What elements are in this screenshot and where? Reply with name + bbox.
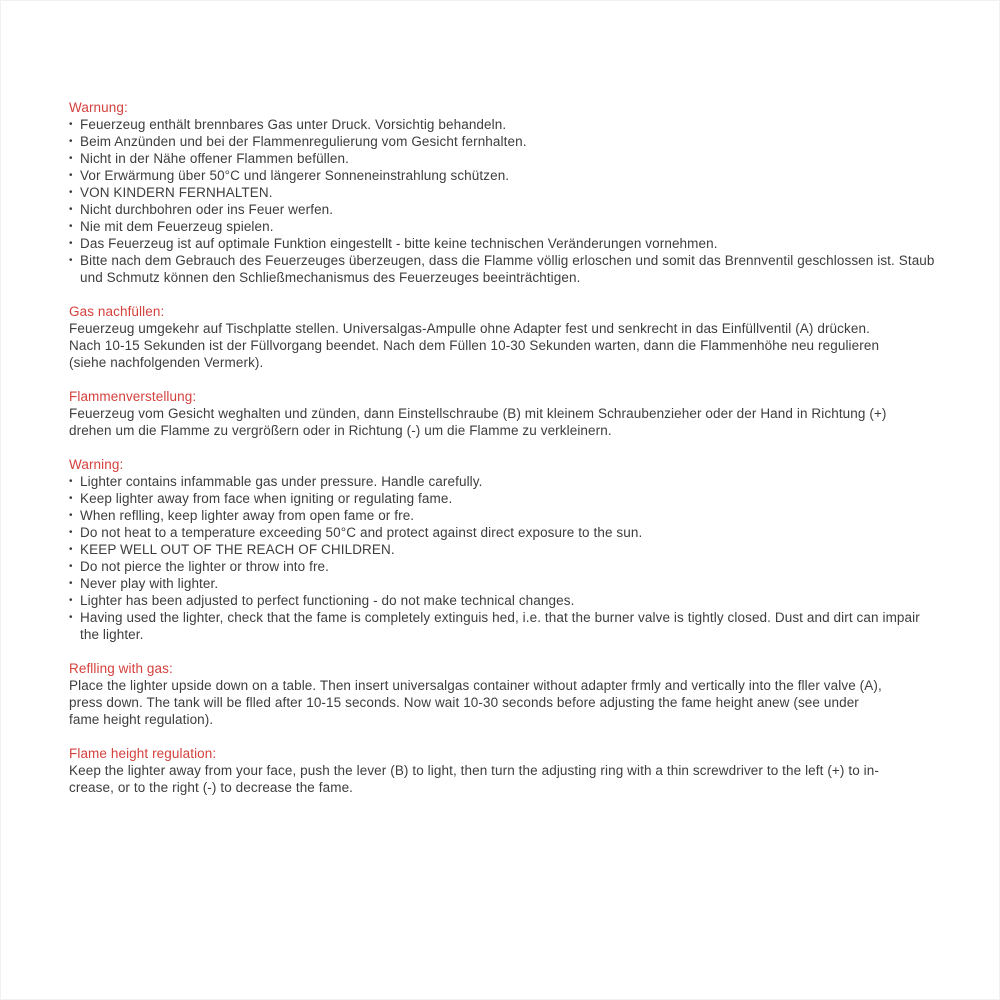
bullet-item	[69, 252, 941, 286]
bullet-icon: •	[69, 476, 73, 487]
paragraph-line: fame height regulation).	[69, 712, 214, 727]
bullet-item	[69, 473, 941, 490]
bullet-text: Never play with lighter.	[80, 576, 219, 591]
bullet-item	[69, 507, 941, 524]
paragraph-line: Feuerzeug vom Gesicht weghalten und zünden, dann Einstellschraube (B) mit kleinem Schraubenzieher oder der Hand in Richtung (+)	[69, 406, 887, 421]
bullet-item	[69, 490, 941, 507]
bullet-text: Do not heat to a temperature exceeding 50°C and protect against direct exposure to the sun.	[80, 525, 643, 540]
paragraph-line: Place the lighter upside down on a table. Then insert universalgas container without adapter frmly and vertically into the fller valve (A),	[69, 678, 882, 693]
bullet-item	[69, 558, 941, 575]
bullet-item	[69, 575, 941, 592]
section	[69, 456, 941, 643]
paragraph-line: Nach 10-15 Sekunden ist der Füllvorgang beendet. Nach dem Füllen 10-30 Sekunden warten, dann die Flammenhöhe neu regulieren	[69, 338, 880, 353]
bullet-icon: •	[69, 170, 73, 181]
paragraph-line: crease, or to the right (-) to decrease the fame.	[69, 780, 354, 795]
bullet-text: Nicht durchbohren oder ins Feuer werfen.	[80, 202, 334, 217]
section-heading: Warnung:	[69, 100, 128, 115]
bullet-text: Lighter contains infammable gas under pressure. Handle carefully.	[80, 474, 483, 489]
section-heading: Reflling with gas:	[69, 661, 173, 676]
bullet-text: Feuerzeug enthält brennbares Gas unter Druck. Vorsichtig behandeln.	[80, 117, 507, 132]
paragraph-line: (siehe nachfolgenden Vermerk).	[69, 355, 264, 370]
bullet-icon: •	[69, 136, 73, 147]
bullet-text: Bitte nach dem Gebrauch des Feuerzeuges überzeugen, dass die Flamme völlig erloschen und somit das Brennventil geschlossen ist. Staub und Schmutz können den Schließmechanismus des Feuerzeuges beeinträchtigen.	[80, 253, 935, 285]
bullet-item	[69, 184, 941, 201]
section	[69, 99, 941, 286]
bullet-item	[69, 524, 941, 541]
bullet-icon: •	[69, 493, 73, 504]
bullet-text: Das Feuerzeug ist auf optimale Funktion eingestellt - bitte keine technischen Veränderungen vornehmen.	[80, 236, 718, 251]
bullet-item	[69, 201, 941, 218]
bullet-item	[69, 218, 941, 235]
bullet-item	[69, 609, 941, 643]
section-heading: Gas nachfüllen:	[69, 304, 165, 319]
bullet-item	[69, 541, 941, 558]
bullet-icon: •	[69, 510, 73, 521]
bullet-icon: •	[69, 255, 73, 266]
bullet-icon: •	[69, 595, 73, 606]
bullet-icon: •	[69, 561, 73, 572]
bullet-icon: •	[69, 187, 73, 198]
bullet-icon: •	[69, 544, 73, 555]
bullet-icon: •	[69, 238, 73, 249]
bullet-item	[69, 133, 941, 150]
bullet-item	[69, 167, 941, 184]
bullet-icon: •	[69, 221, 73, 232]
bullet-item	[69, 592, 941, 609]
bullet-text: Nicht in der Nähe offener Flammen befüllen.	[80, 151, 349, 166]
section	[69, 303, 941, 371]
bullet-icon: •	[69, 612, 73, 623]
bullet-icon: •	[69, 204, 73, 215]
section-heading: Flammenverstellung:	[69, 389, 197, 404]
bullet-icon: •	[69, 119, 73, 130]
bullet-text: Do not pierce the lighter or throw into fre.	[80, 559, 330, 574]
bullet-item	[69, 116, 941, 133]
bullet-text: Nie mit dem Feuerzeug spielen.	[80, 219, 274, 234]
bullet-icon: •	[69, 153, 73, 164]
section	[69, 660, 941, 728]
bullet-text: KEEP WELL OUT OF THE REACH OF CHILDREN.	[80, 542, 395, 557]
bullet-icon: •	[69, 527, 73, 538]
bullet-text: VON KINDERN FERNHALTEN.	[80, 185, 273, 200]
section	[69, 745, 941, 796]
paragraph-line: press down. The tank will be flled after 10-15 seconds. Now wait 10-30 seconds before adjusting the fame height anew (see under	[69, 695, 859, 710]
bullet-text: Lighter has been adjusted to perfect functioning - do not make technical changes.	[80, 593, 575, 608]
paragraph-line: Keep the lighter away from your face, push the lever (B) to light, then turn the adjusting ring with a thin screwdriver to the left (+) to in-	[69, 763, 879, 778]
bullet-text: When reflling, keep lighter away from open fame or fre.	[80, 508, 415, 523]
section-heading: Warning:	[69, 457, 124, 472]
paragraph-line: drehen um die Flamme zu vergrößern oder in Richtung (-) um die Flamme zu verkleinern.	[69, 423, 612, 438]
bullet-item	[69, 235, 941, 252]
section	[69, 388, 941, 439]
bullet-text: Vor Erwärmung über 50°C und längerer Sonneneinstrahlung schützen.	[80, 168, 510, 183]
section-heading: Flame height regulation:	[69, 746, 217, 761]
bullet-text: Keep lighter away from face when igniting or regulating fame.	[80, 491, 453, 506]
instruction-sections	[69, 99, 941, 813]
bullet-text: Having used the lighter, check that the fame is completely extinguis hed, i.e. that the burner valve is tightly closed. Dust and dirt can impair the lighter.	[80, 610, 920, 642]
bullet-item	[69, 150, 941, 167]
bullet-text: Beim Anzünden und bei der Flammenregulierung vom Gesicht fernhalten.	[80, 134, 527, 149]
bullet-icon: •	[69, 578, 73, 589]
paragraph-line: Feuerzeug umgekehr auf Tischplatte stellen. Universalgas-Ampulle ohne Adapter fest und senkrecht in das Einfüllventil (A) drücken.	[69, 321, 870, 336]
